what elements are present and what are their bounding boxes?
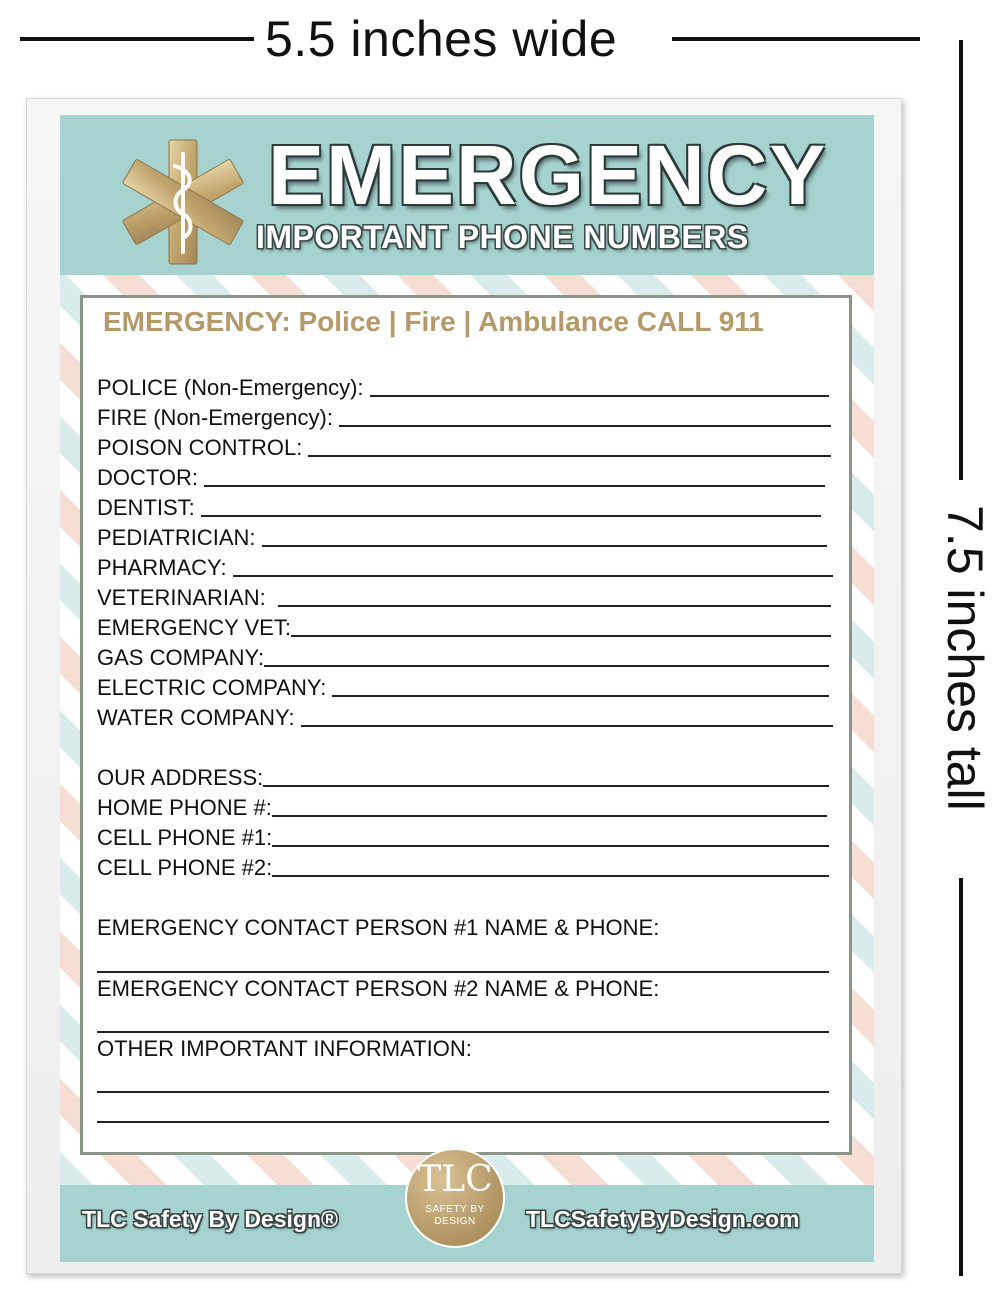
field-label: EMERGENCY CONTACT PERSON #1 NAME & PHONE: [97, 915, 660, 940]
field-row-pediatrician[interactable] [97, 521, 827, 551]
field-row-home-phone[interactable] [97, 791, 827, 821]
form-panel [80, 295, 852, 1155]
blank-line [278, 605, 831, 607]
field-row-doctor[interactable] [97, 461, 825, 491]
blank-line [262, 545, 827, 547]
blank-line [272, 815, 827, 817]
blank-line [339, 425, 831, 427]
field-label: WATER COMPANY: [97, 705, 295, 730]
emergency-call-911-line: EMERGENCY: Police | Fire | Ambulance CALL 911 [103, 306, 764, 337]
header-band [60, 115, 874, 275]
field-label: FIRE (Non-Emergency): [97, 405, 333, 430]
field-row-cell-phone-1[interactable] [97, 821, 829, 851]
field-label: DENTIST: [97, 495, 195, 520]
field-label: EMERGENCY VET: [97, 615, 291, 640]
field-row-police[interactable] [97, 371, 829, 401]
logo-tagline-2: DESIGN [434, 1216, 476, 1227]
height-dimension-line-top [959, 40, 963, 480]
blank-line [370, 395, 829, 397]
blank-line [264, 665, 829, 667]
field-row-pharmacy[interactable] [97, 551, 833, 581]
blank-line [272, 875, 829, 877]
blank-line [263, 785, 829, 787]
other-info-line-1[interactable] [97, 1091, 829, 1093]
field-row-emergency-vet[interactable] [97, 611, 831, 641]
page-subtitle: IMPORTANT PHONE NUMBERS [256, 219, 749, 255]
field-row-electric-company[interactable] [97, 671, 829, 701]
field-label: OTHER IMPORTANT INFORMATION: [97, 1036, 472, 1061]
field-label: GAS COMPANY: [97, 645, 265, 670]
blank-line [272, 845, 829, 847]
field-row-veterinarian[interactable] [97, 581, 831, 611]
width-dimension-line-left [20, 37, 254, 41]
field-label: OUR ADDRESS: [97, 765, 264, 790]
field-label: PHARMACY: [97, 555, 227, 580]
field-row-dentist[interactable] [97, 491, 821, 521]
blank-line [233, 575, 833, 577]
field-label: CELL PHONE #1: [97, 825, 273, 850]
notepad-sheet [60, 115, 874, 1262]
blank-line [204, 485, 825, 487]
blank-line [201, 515, 821, 517]
field-label: POISON CONTROL: [97, 435, 303, 460]
field-row-cell-phone-2[interactable] [97, 851, 829, 881]
field-label: ELECTRIC COMPANY: [97, 675, 327, 700]
tlc-logo [405, 1148, 505, 1248]
field-label: PEDIATRICIAN: [97, 525, 256, 550]
width-dimension-label: 5.5 inches wide [265, 11, 618, 67]
height-dimension-label: 7.5 inches tall [937, 505, 993, 811]
height-dimension-line-bottom [959, 878, 963, 1276]
logo-tagline-1: SAFETY BY [425, 1204, 485, 1215]
field-label: HOME PHONE #: [97, 795, 272, 820]
field-row-fire[interactable] [97, 401, 831, 431]
field-row-gas-company[interactable] [97, 641, 829, 671]
blank-line [301, 725, 833, 727]
footer-brand: TLC Safety By Design® [82, 1206, 338, 1232]
field-label: EMERGENCY CONTACT PERSON #2 NAME & PHONE: [97, 976, 660, 1001]
field-row-poison-control[interactable] [97, 431, 831, 461]
blank-line [332, 695, 829, 697]
emergency-contact-1-label-row [97, 911, 829, 941]
width-dimension-line-right [672, 37, 920, 41]
blank-line [291, 635, 831, 637]
footer-website: TLCSafetyByDesign.com [526, 1206, 800, 1232]
other-info-line-2[interactable] [97, 1121, 829, 1123]
logo-tlc-text: TLC [417, 1159, 493, 1200]
emergency-contact-2-label-row [97, 972, 829, 1002]
field-label: CELL PHONE #2: [97, 855, 273, 880]
page-title: EMERGENCY [268, 128, 828, 222]
field-row-water-company[interactable] [97, 701, 833, 731]
blank-line [308, 455, 831, 457]
field-label: DOCTOR: [97, 465, 199, 490]
field-label: VETERINARIAN: [97, 585, 266, 610]
field-row-our-address[interactable] [97, 761, 829, 791]
star-of-life-icon [118, 137, 248, 267]
field-label: POLICE (Non-Emergency): [97, 375, 364, 400]
other-info-label-row [97, 1032, 829, 1062]
